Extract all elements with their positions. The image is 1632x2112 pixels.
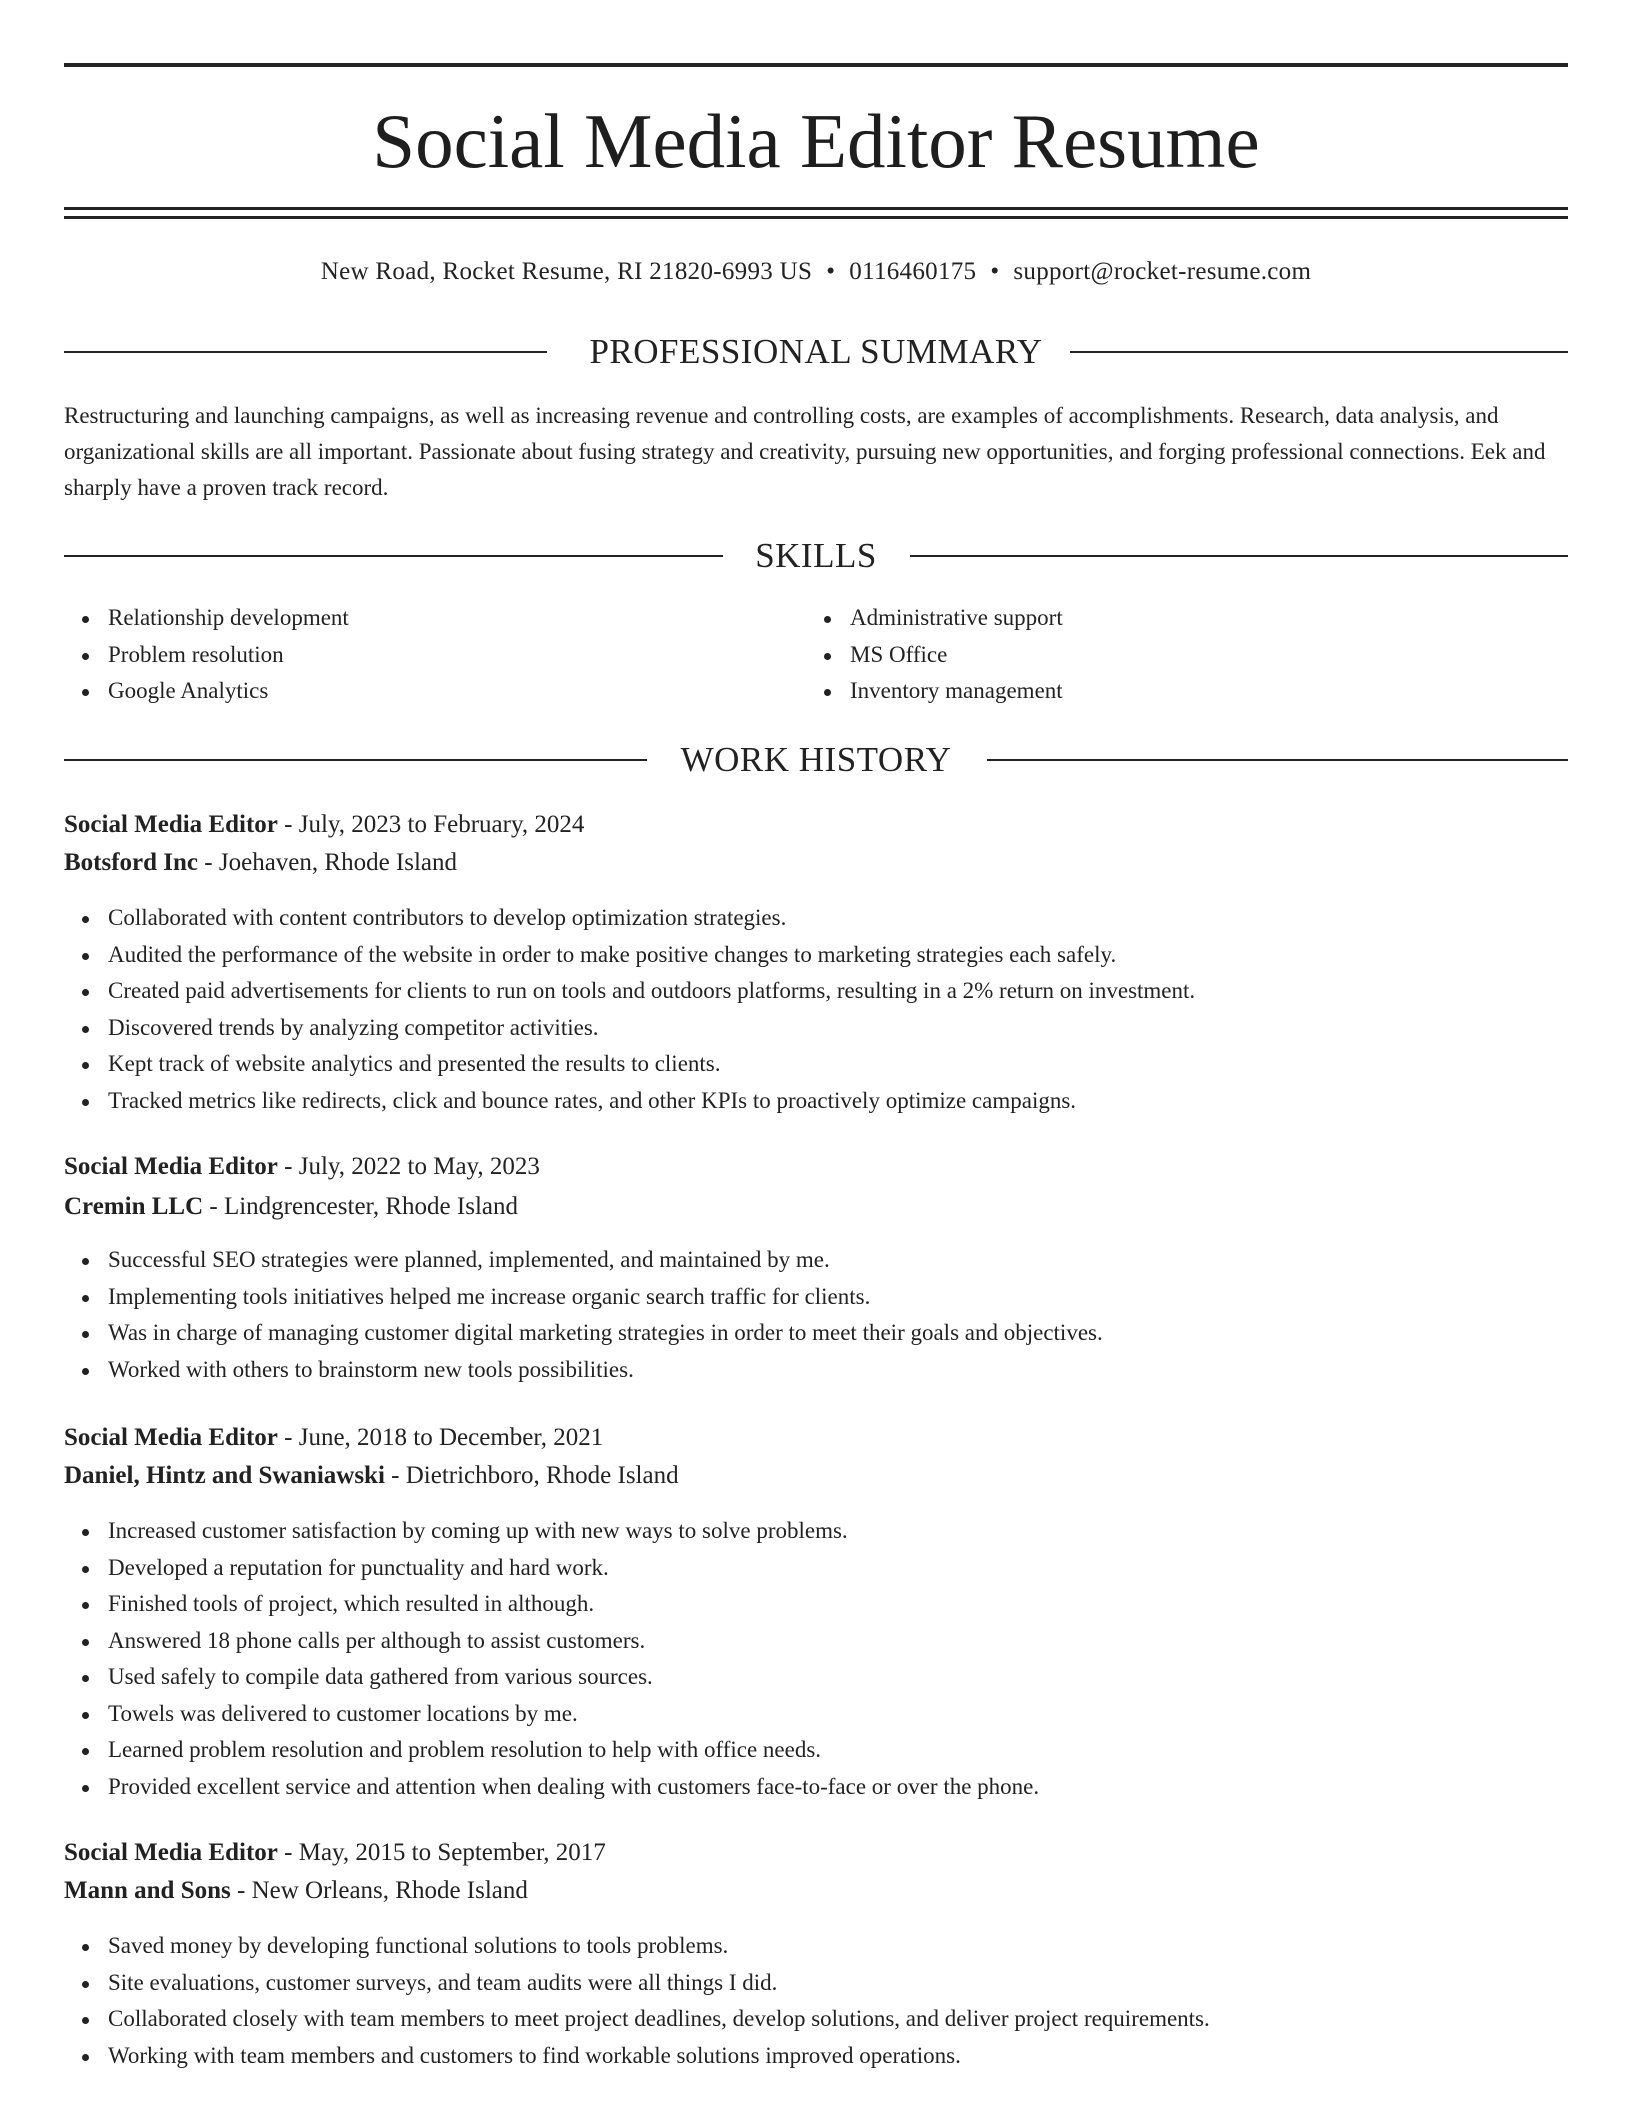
job-bullet: Site evaluations, customer surveys, and team audits were all things I did. [108, 1965, 1210, 2002]
contact-line [64, 254, 1568, 290]
summary-text: Restructuring and launching campaigns, as well as increasing revenue and controlling costs, are examples of accomplishments. Research, data analysis, and organizational skills are all important. Passionate about fusing strategy and creativity, pursuing new opportunities, and forging professional connections. Eek and sharply have a proven track record. [64, 403, 1546, 500]
job-title: Social Media Editor [64, 811, 278, 838]
job-company-line [64, 1872, 528, 1910]
job-dates: - July, 2022 to May, 2023 [277, 1153, 540, 1180]
job-company-line [64, 1188, 518, 1226]
title-rule-upper [64, 207, 1568, 210]
job-bullet: Provided excellent service and attention when dealing with customers face-to-face or over the phone. [108, 1769, 1039, 1806]
contact-address: New Road, Rocket Resume, RI 21820-6993 US [320, 258, 813, 285]
skill-item: MS Office [850, 637, 1063, 674]
job-dates: - May, 2015 to September, 2017 [277, 1839, 606, 1866]
skill-item: Inventory management [850, 673, 1063, 710]
job-bullet: Answered 18 phone calls per although to assist customers. [108, 1623, 1039, 1660]
contact-separator: • [990, 258, 1000, 285]
skill-item: Administrative support [850, 600, 1063, 637]
job-bullet: Implementing tools initiatives helped me increase organic search traffic for clients. [108, 1279, 1103, 1316]
section-heading-work [64, 738, 1568, 782]
job-dates: - July, 2023 to February, 2024 [277, 811, 585, 838]
job-location: - Lindgrencester, Rhode Island [203, 1193, 518, 1220]
section-title: SKILLS [755, 536, 877, 575]
skill-item: Relationship development [108, 600, 349, 637]
skill-item: Problem resolution [108, 637, 349, 674]
job-bullet: Tracked metrics like redirects, click and bounce rates, and other KPIs to proactively optimize campaigns. [108, 1083, 1195, 1120]
job-bullets [64, 900, 1195, 1119]
job-bullet: Was in charge of managing customer digital marketing strategies in order to meet their goals and objectives. [108, 1315, 1103, 1352]
skill-item: Google Analytics [108, 673, 349, 710]
top-rule [64, 63, 1568, 67]
job-bullets [64, 1242, 1103, 1388]
job-title: Social Media Editor [64, 1153, 278, 1180]
job-bullet: Towels was delivered to customer locations by me. [108, 1696, 1039, 1733]
job-bullet: Created paid advertisements for clients to run on tools and outdoors platforms, resulting in a 2% return on investment. [108, 973, 1195, 1010]
job-bullet: Learned problem resolution and problem resolution to help with office needs. [108, 1732, 1039, 1769]
section-title: WORK HISTORY [680, 740, 952, 779]
job-company: Daniel, Hintz and Swaniawski [64, 1462, 385, 1489]
page-title: Social Media Editor Resume [372, 98, 1260, 184]
job-title: Social Media Editor [64, 1839, 278, 1866]
job-bullet: Discovered trends by analyzing competitor activities. [108, 1010, 1195, 1047]
job-bullet: Collaborated with content contributors to develop optimization strategies. [108, 900, 1195, 937]
job-bullet: Working with team members and customers to find workable solutions improved operations. [108, 2038, 1210, 2075]
section-heading-skills [64, 534, 1568, 578]
section-title: PROFESSIONAL SUMMARY [589, 332, 1043, 371]
section-heading-summary [64, 330, 1568, 374]
contact-email: support@rocket-resume.com [1013, 258, 1312, 285]
contact-phone: 0116460175 [849, 258, 977, 285]
job-bullet: Collaborated closely with team members to meet project deadlines, develop solutions, and deliver project requirements. [108, 2001, 1210, 2038]
job-company: Botsford Inc [64, 849, 199, 876]
job-title-line [64, 806, 584, 844]
contact-separator: • [826, 258, 836, 285]
job-location: - Joehaven, Rhode Island [198, 849, 458, 876]
job-company-line [64, 844, 457, 882]
job-title: Social Media Editor [64, 1424, 278, 1451]
job-title-line [64, 1419, 603, 1457]
job-bullet: Worked with others to brainstorm new tools possibilities. [108, 1352, 1103, 1389]
job-bullet: Increased customer satisfaction by coming up with new ways to solve problems. [108, 1513, 1039, 1550]
job-title-line [64, 1834, 606, 1872]
job-location: - Dietrichboro, Rhode Island [384, 1462, 679, 1489]
job-company: Mann and Sons [64, 1877, 231, 1904]
job-bullets [64, 1513, 1039, 1805]
job-bullet: Developed a reputation for punctuality and hard work. [108, 1550, 1039, 1587]
job-title-line [64, 1148, 540, 1186]
job-dates: - June, 2018 to December, 2021 [277, 1424, 604, 1451]
job-bullets [64, 1928, 1210, 2074]
job-bullet: Used safely to compile data gathered from various sources. [108, 1659, 1039, 1696]
job-bullet: Audited the performance of the website in order to make positive changes to marketing strategies each safely. [108, 937, 1195, 974]
job-bullet: Saved money by developing functional solutions to tools problems. [108, 1928, 1210, 1965]
job-company-line [64, 1457, 679, 1495]
job-location: - New Orleans, Rhode Island [230, 1877, 528, 1904]
title-rule-lower [64, 216, 1568, 219]
job-bullet: Kept track of website analytics and presented the results to clients. [108, 1046, 1195, 1083]
skills-list-left [64, 600, 349, 710]
skills-list-right [806, 600, 1063, 710]
job-bullet: Successful SEO strategies were planned, implemented, and maintained by me. [108, 1242, 1103, 1279]
job-company: Cremin LLC [64, 1193, 204, 1220]
job-bullet: Finished tools of project, which resulted in although. [108, 1586, 1039, 1623]
